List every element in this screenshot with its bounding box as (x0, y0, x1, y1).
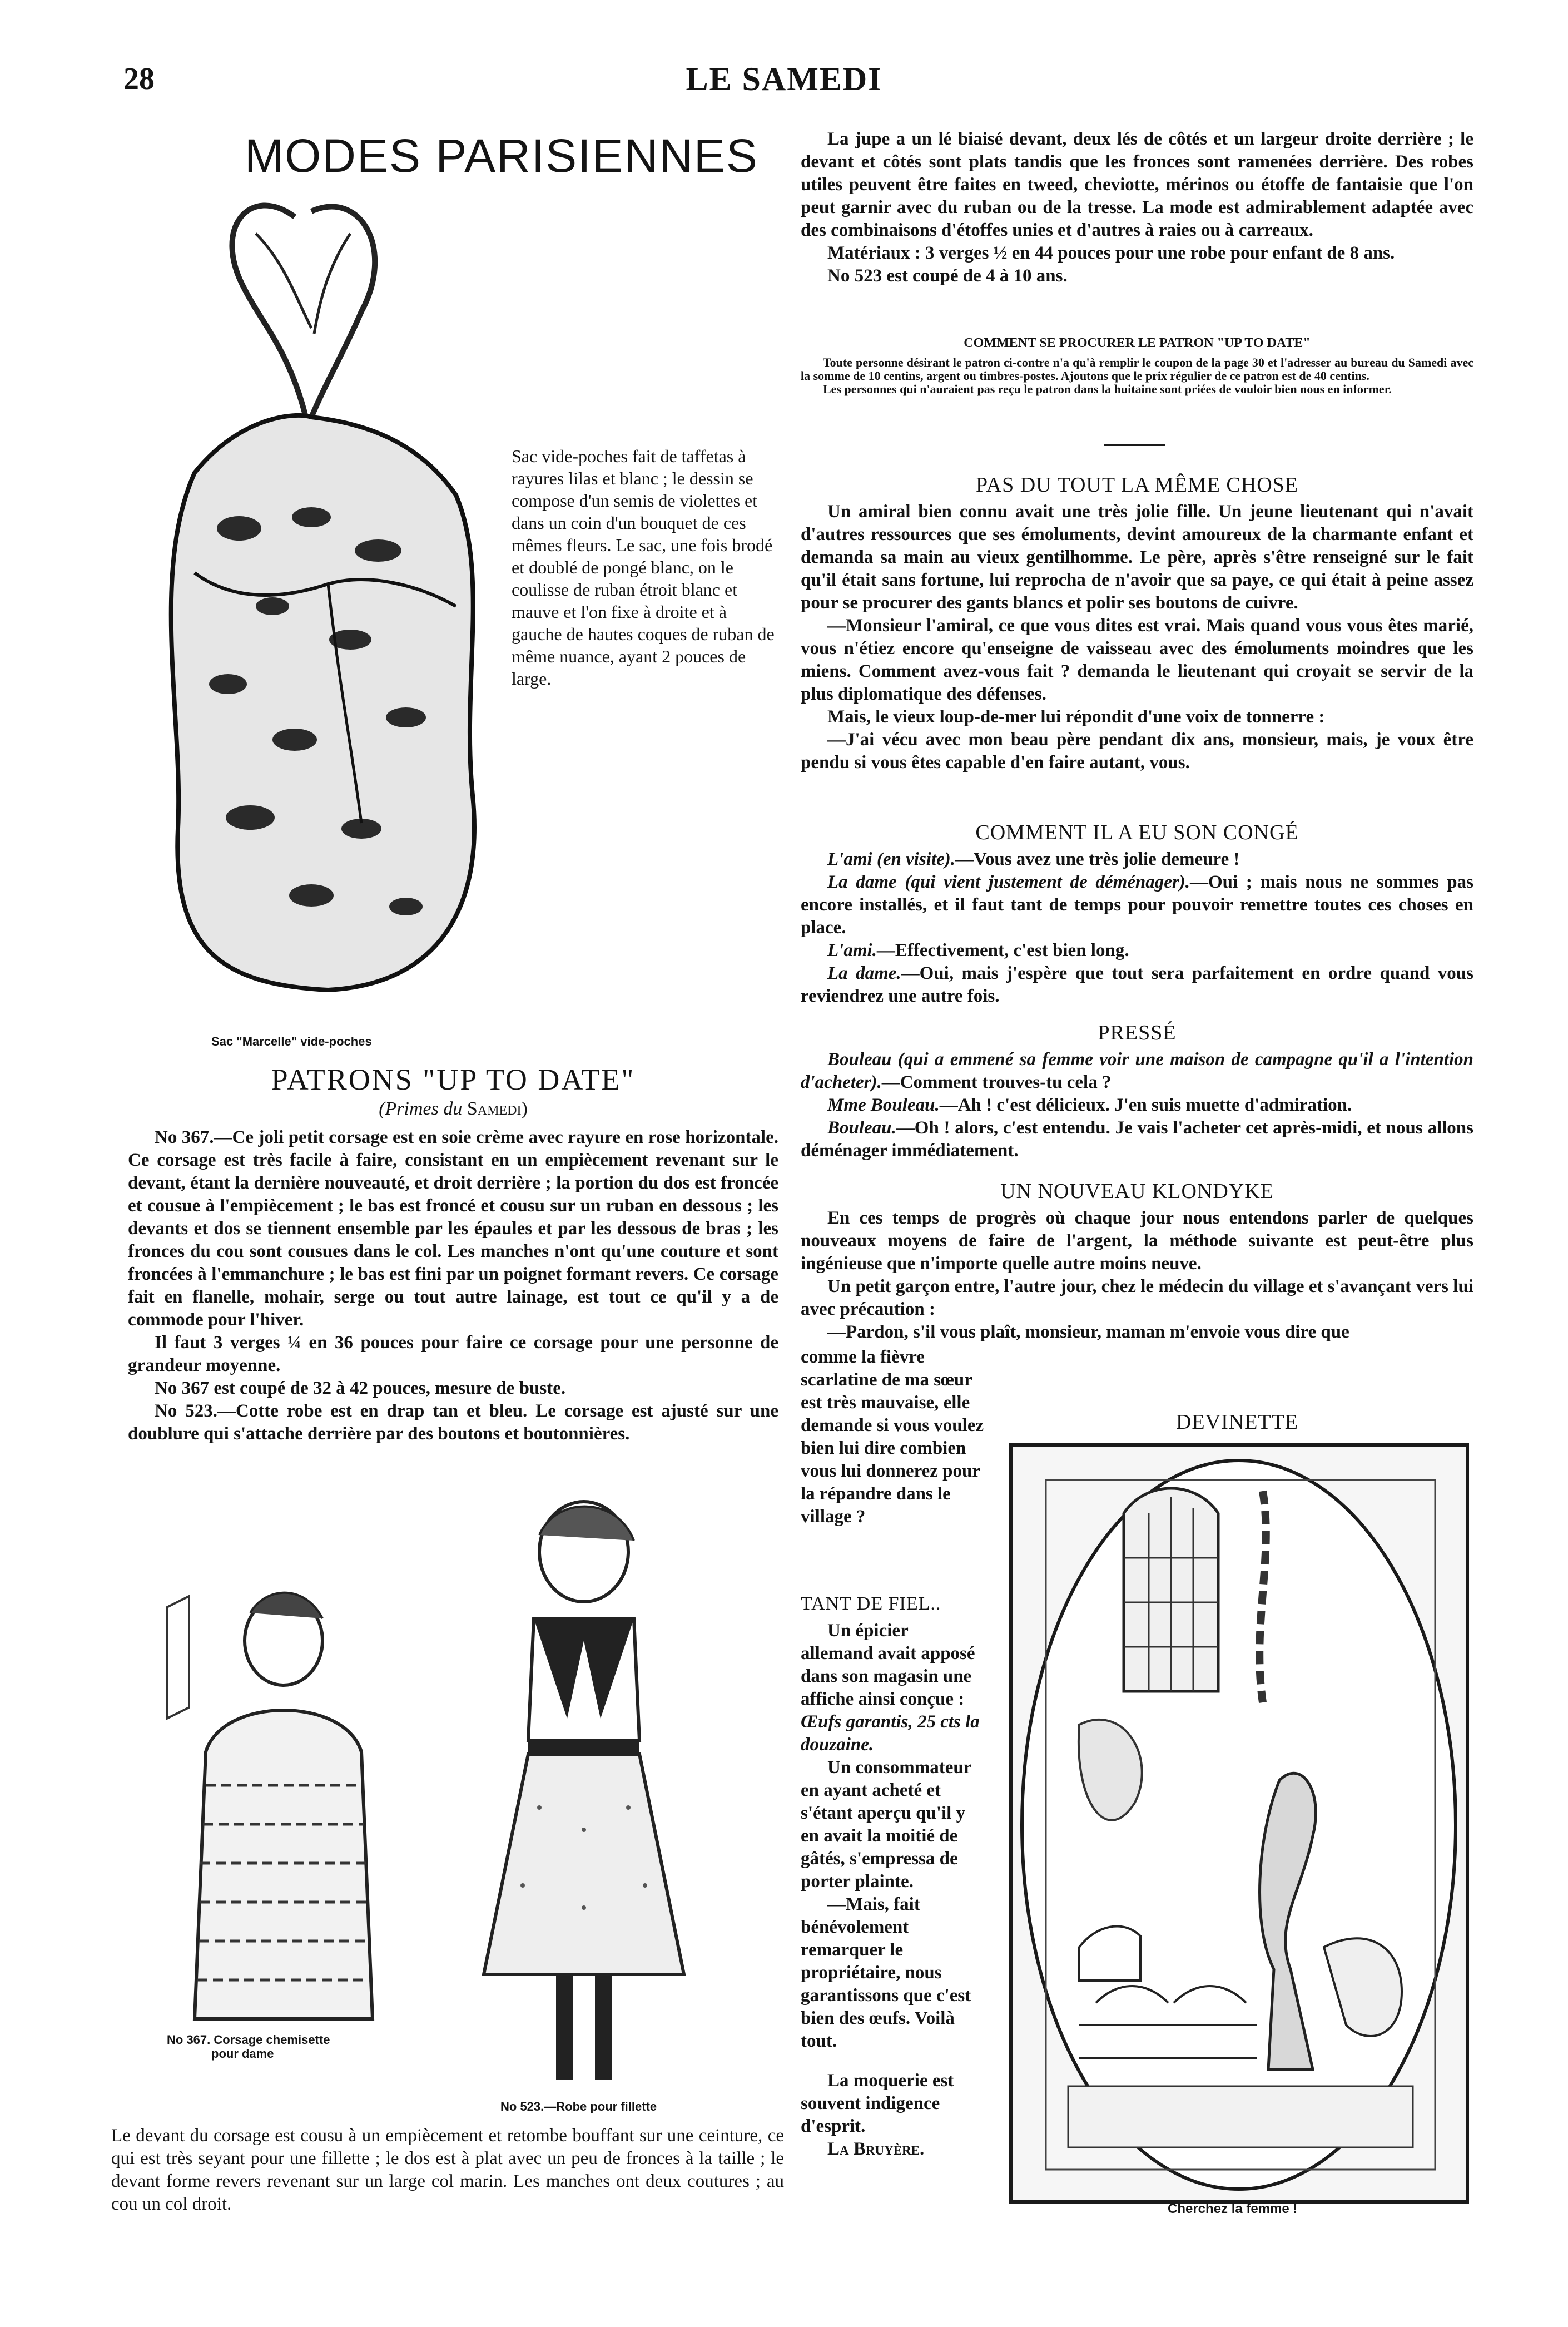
subtitle-caps: Samedi) (467, 1098, 528, 1119)
fiel-p1-text: Un épicier allemand avait apposé dans son magasin une affiche ainsi conçue : (801, 1621, 975, 1709)
presse-l3-text: —Oh ! alors, c'est entendu. Je vais l'acheter cet après-midi, et nous allons déménager immédiatement. (801, 1118, 1473, 1161)
patrons-heading: PATRONS "UP TO DATE" (271, 1063, 636, 1096)
conge-l3 (801, 939, 1473, 962)
patrons-p4: No 523.—Cotte robe est en drap tan et bleu. Le corsage est ajusté sur une doublure qui s'attache derrière par des boutons et boutonnières. (128, 1401, 778, 1444)
patrons-p1: No 367.—Ce joli petit corsage est en soie crème avec rayure en rose horizontale. Ce corsage est très facile à faire, consistant en un empiècement revenant sur le devant, étant la dernière nouveauté, et droit derrière ; la portion du dos est froncée et cousue à l'empiècement ; le bas est froncé et cousu sur un ruban en dessous ; les devants et dos se tiennent ensemble par les épaules et par les dessous de bras ; les fronces du cou sont cousues dans le col. Les manches n'ont qu'une couture et sont froncées à l'emmanchure ; le bas est fini par un poignet formant revers. Ce corsage fait en flanelle, mohair, serge ou tout autre lainage, est tout ce qu'il y a de commode pour l'hiver. (128, 1127, 778, 1330)
corsage-caption-2: pour dame (211, 2047, 274, 2061)
corsage-illustration (156, 1574, 389, 2030)
devinette-illustration (1013, 1447, 1466, 2200)
corsage-caption-1: No 367. Corsage chemisette (167, 2033, 330, 2047)
presse-body (801, 1048, 1473, 1162)
klondyke-p3: —Pardon, s'il vous plaît, monsieur, maman m'envoie vous dire que (827, 1322, 1349, 1342)
fiel-p3: —Mais, fait bénévolement remarquer le propriétaire, nous garantissons que c'est bien des œufs. Voilà tout. (801, 1894, 971, 2051)
conge-l1 (801, 848, 1473, 871)
devinette-puzzle-frame (1009, 1443, 1469, 2204)
jupe-p2: Matériaux : 3 verges ½ en 44 pouces pour une robe pour enfant de 8 ans. (827, 243, 1395, 263)
fiel-heading: TANT DE FIEL.. (801, 1593, 941, 1614)
patrons-subtitle (128, 1098, 778, 1120)
bag-caption: Sac "Marcelle" vide-poches (211, 1034, 372, 1048)
fiel-p2: Un consommateur en ayant acheté et s'étant aperçu qu'il y en avait la moitié de gâtés, s'empressa de porter plainte. (801, 1757, 971, 1892)
pas-du-tout-body (801, 501, 1473, 774)
divider-1 (1104, 444, 1165, 446)
conge-l2-text: —Oui ; mais nous ne sommes pas encore installés, et il faut tant de temps pour pouvoir remettre toutes ces choses en place. (801, 872, 1473, 938)
devinette-caption: Cherchez la femme ! (1168, 2201, 1298, 2216)
modes-heading: MODES PARISIENNES (245, 130, 758, 182)
pas-p1: Un amiral bien connu avait une très jolie fille. Un jeune lieutenant qui n'avait d'autres ressources que ses émoluments, devint amoureux de la charmante enfant et demanda sa main au vieux gentilhomme. Le père, après s'être renseigné sur le fait qu'il était sans fortune, lui reprocha de n'avoir que sa paye, ce qui était à peine assez pour se procurer des gants blancs et polir ses boutons de cuivre. (801, 502, 1473, 613)
right-top (801, 128, 1473, 288)
conge-heading: COMMENT IL A EU SON CONGÉ (975, 821, 1299, 844)
presse-l3-speaker: Bouleau. (827, 1118, 896, 1138)
fiel-p1-italic: Œufs garantis, 25 cts la douzaine. (801, 1712, 980, 1755)
klondyke-body (801, 1207, 1473, 1344)
pas-p4: —J'ai vécu avec mon beau père pendant dix ans, monsieur, mais, je voux être pendu si vous êtes capable d'en faire autant, vous. (801, 730, 1473, 773)
klondyke-heading: UN NOUVEAU KLONDYKE (1000, 1180, 1274, 1203)
corsage-drawing (156, 1574, 389, 2030)
conge-l4 (801, 962, 1473, 1008)
patrons-bottom-p: Le devant du corsage est cousu à un empiècement et retombe bouffant sur une ceinture, ce qui est très seyant pour une fillette ; le dos est à plat avec un peu de fronces à la taille ; le devant forme revers revenant sur un large col marin. Les manches ont deux coutures ; au cou un col droit. (111, 2126, 784, 2214)
pas-p2: —Monsieur l'amiral, ce que vous dites est vrai. Mais quand vous vous êtes marié, vous n'étiez encore qu'enseigne de vaisseau avec des émoluments moindres que les miens. Comment avez-vous fait ? demanda le lieutenant qui croyait se servir de la plus diplomatique des défenses. (801, 616, 1473, 704)
conge-l1-speaker: L'ami (en visite). (827, 849, 956, 869)
patrons-body (128, 1126, 778, 1445)
conge-body (801, 848, 1473, 1008)
patrons-p2: Il faut 3 verges ¼ en 36 pouces pour faire ce corsage pour une personne de grandeur moyenne. (128, 1333, 778, 1375)
klondyke-p4: comme la fièvre scarlatine de ma sœur est très mauvaise, elle demande si vous voulez bien lui dire combien vous lui donnerez pour la répandre dans le village ? (801, 1347, 984, 1527)
fiel-body (801, 1620, 984, 2161)
conge-l4-speaker: La dame. (827, 963, 901, 983)
newspaper-title: LE SAMEDI (686, 61, 882, 97)
dress-illustration (456, 1496, 712, 2097)
conge-l3-speaker: L'ami. (827, 940, 877, 960)
procure-p2: Les personnes qui n'auraient pas reçu le patron dans la huitaine sont priées de vouloir bien nous en informer. (823, 382, 1392, 396)
presse-heading: PRESSÉ (1098, 1021, 1177, 1044)
conge-l1-text: —Vous avez une très jolie demeure ! (955, 849, 1240, 869)
patrons-bottom-text (111, 2125, 784, 2216)
conge-l3-text: —Effectivement, c'est bien long. (876, 940, 1129, 960)
devinette-heading: DEVINETTE (1175, 1410, 1299, 1434)
page-number: 28 (123, 62, 155, 96)
presse-l2 (801, 1094, 1473, 1117)
presse-l2-speaker: Mme Bouleau. (827, 1095, 940, 1115)
bag-drawing (128, 184, 506, 1018)
presse-l1-text: —Comment trouves-tu cela ? (881, 1072, 1112, 1092)
dress-caption: No 523.—Robe pour fillette (500, 2100, 657, 2113)
conge-l2-speaker: La dame (qui vient justement de déménager). (827, 872, 1190, 892)
jupe-p1: La jupe a un lé biaisé devant, deux lés de côtés et un largeur droite derrière ; le devant et côtés sont plats tandis que les fronces sont ramenées derrière. Des robes utiles peuvent être faites en tweed, cheviotte, mérinos ou étoffe de fantaisie que l'on peut garnir avec du ruban ou de la tresse. La mode est admirablement adaptée avec des combinaisons d'étoffes unies et d'autres à raies ou à carreaux. (801, 129, 1473, 240)
presse-l1 (801, 1048, 1473, 1094)
presse-l2-text: —Ah ! c'est délicieux. J'en suis muette d'admiration. (939, 1095, 1352, 1115)
bag-description (512, 445, 778, 690)
bag-illustration (128, 184, 506, 1018)
presse-l3 (801, 1117, 1473, 1162)
presse-l1-speaker: Bouleau (qui a emmené sa femme voir une maison de campagne qu'il a l'intention d'acheter). (801, 1049, 1473, 1092)
fiel-p4: La moquerie est souvent indigence d'esprit. (801, 2071, 954, 2136)
procure-title: COMMENT SE PROCURER LE PATRON "UP TO DATE" (964, 336, 1311, 350)
patrons-p3: No 367 est coupé de 32 à 42 pouces, mesure de buste. (155, 1378, 566, 1398)
procure-notice (801, 356, 1473, 396)
procure-p1: Toute personne désirant le patron ci-contre n'a qu'à remplir le coupon de la page 30 et l'adresser au bureau du Samedi avec la somme de 10 centins, argent ou timbres-postes. Ajoutons que le prix régulier de ce patron est de 40 centins. (801, 355, 1473, 383)
klondyke-narrow (801, 1346, 984, 1528)
fiel-signature: La Bruyère. (827, 2139, 925, 2159)
fiel-p1 (801, 1620, 984, 1756)
conge-l2 (801, 871, 1473, 939)
subtitle-italic: (Primes du (379, 1098, 463, 1119)
dress-drawing (456, 1496, 712, 2097)
klondyke-p2: Un petit garçon entre, l'autre jour, chez le médecin du village et s'avançant vers lui avec précaution : (801, 1276, 1473, 1319)
pas-du-tout-heading: PAS DU TOUT LA MÊME CHOSE (976, 473, 1298, 497)
conge-l4-text: —Oui, mais j'espère que tout sera parfaitement en ordre quand vous reviendrez une autre fois. (801, 963, 1473, 1006)
pas-p3: Mais, le vieux loup-de-mer lui répondit d'une voix de tonnerre : (827, 707, 1325, 727)
klondyke-p1: En ces temps de progrès où chaque jour nous entendons parler de quelques nouveaux moyens de faire de l'argent, la méthode suivante est peut-être plus ingénieuse que n'importe quelle autre moins neuve. (801, 1208, 1473, 1274)
jupe-p3: No 523 est coupé de 4 à 10 ans. (827, 266, 1068, 286)
bag-description-text: Sac vide-poches fait de taffetas à rayures lilas et blanc ; le dessin se compose d'un semis de violettes et dans un coin d'un bouquet de ces mêmes fleurs. Le sac, une fois brodé et doublé de pongé blanc, on le coulisse de ruban étroit blanc et mauve et l'on fixe à droite et à gauche de hautes coques de ruban de même nuance, ayant 2 pouces de large. (512, 446, 775, 689)
